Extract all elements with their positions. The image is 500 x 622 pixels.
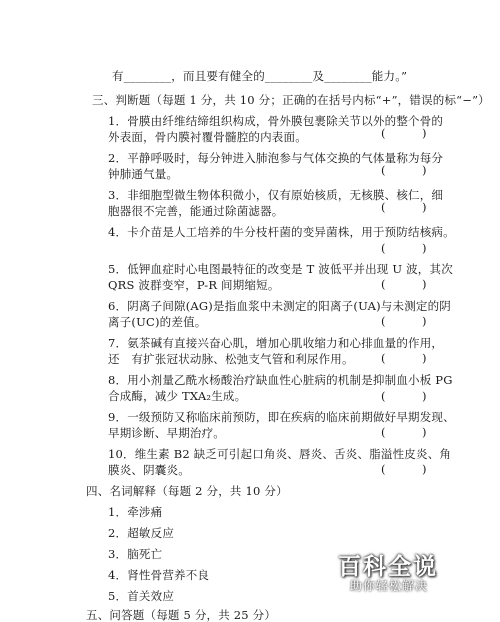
answer-parentheses-6: ( ) <box>381 314 427 328</box>
section-three-title: 三、判断题（每题 1 分，共 10 分；正确的在括号内标“+”，错误的标“−”） <box>92 93 490 107</box>
watermark-logo-subtitle: 助你轻松解决 <box>350 579 429 593</box>
watermark-logo-title: 百科全说 <box>338 554 438 580</box>
answer-parentheses-7: ( ) <box>381 351 427 365</box>
term-item-5: 5．首关效应 <box>108 589 175 603</box>
question-6-line-1: 6．阴离子间隙(AG)是指血浆中未测定的阳离子(UA)与未测定的阴 <box>108 299 451 313</box>
term-item-4: 4．肾性骨营养不良 <box>108 568 210 582</box>
answer-parentheses-1: ( ) <box>381 126 427 140</box>
question-5-line-1: 5．低钾血症时心电图最特征的改变是 T 波低平并出现 U 波，其次 <box>108 262 453 276</box>
question-9-line-1: 9．一级预防又称临床前预防，即在疾病的临床前期做好早期发现、 <box>108 410 455 424</box>
question-7-line-2: 还 有扩张冠状动脉、松弛支气管和利尿作用。 <box>108 352 354 366</box>
question-4-line-1: 4．卡介苗是人工培养的牛分枝杆菌的变异菌株，用于预防结核病。 <box>108 225 455 239</box>
question-3-line-1: 3．非细胞型微生物体积微小，仅有原始核质，无核膜、核仁，细 <box>108 188 444 202</box>
question-7-line-1: 7．氨茶碱有直接兴奋心肌，增加心肌收缩力和心排血量的作用， <box>108 336 444 350</box>
question-6-line-2: 离子(UC)的差值。 <box>108 315 207 329</box>
answer-parentheses-2: ( ) <box>381 163 427 177</box>
question-3-line-2: 胞器很不完善，能通过除菌滤器。 <box>108 204 284 218</box>
question-10-line-1: 10．维生素 B2 缺乏可引起口角炎、唇炎、舌炎、脂溢性皮炎、角 <box>108 447 452 461</box>
question-8-line-2: 合成酶，减少 TXA₂生成。 <box>108 389 247 403</box>
answer-parentheses-5: ( ) <box>381 277 427 291</box>
answer-parentheses-9: ( ) <box>381 425 427 439</box>
question-1-line-2: 外表面，骨内膜衬覆骨髓腔的内表面。 <box>108 130 307 144</box>
answer-parentheses-10: ( ) <box>381 462 427 476</box>
question-2-line-2: 钟肺通气量。 <box>108 167 179 181</box>
section-five-title: 五、问答题（每题 5 分，共 25 分） <box>86 608 277 622</box>
term-item-2: 2．超敏反应 <box>108 526 175 540</box>
question-1-line-1: 1．骨膜由纤维结缔组织构成，骨外膜包裹除关节以外的整个骨的 <box>108 114 444 128</box>
answer-parentheses-8: ( ) <box>381 389 427 403</box>
term-item-1: 1．牵涉痛 <box>108 505 163 519</box>
question-10-line-2: 膜炎、阴囊炎。 <box>108 463 190 477</box>
question-8-line-1: 8．用小剂量乙酰水杨酸治疗缺血性心脏病的机制是抑制血小板 PG <box>108 373 453 387</box>
term-item-3: 3．脑死亡 <box>108 547 163 561</box>
answer-parentheses-4: ( ) <box>381 241 427 255</box>
fill-in-line: 有________，而且要有健全的________及________能力。” <box>112 69 408 83</box>
answer-parentheses-3: ( ) <box>381 200 427 214</box>
question-9-line-2: 早期诊断、早期治疗。 <box>108 426 225 440</box>
question-5-line-2: QRS 波群变窄，P-R 间期缩短。 <box>108 278 280 292</box>
question-2-line-1: 2．平静呼吸时，每分钟进入肺泡参与气体交换的气体量称为每分 <box>108 151 444 165</box>
section-four-title: 四、名词解释（每题 2 分，共 10 分） <box>86 484 288 498</box>
